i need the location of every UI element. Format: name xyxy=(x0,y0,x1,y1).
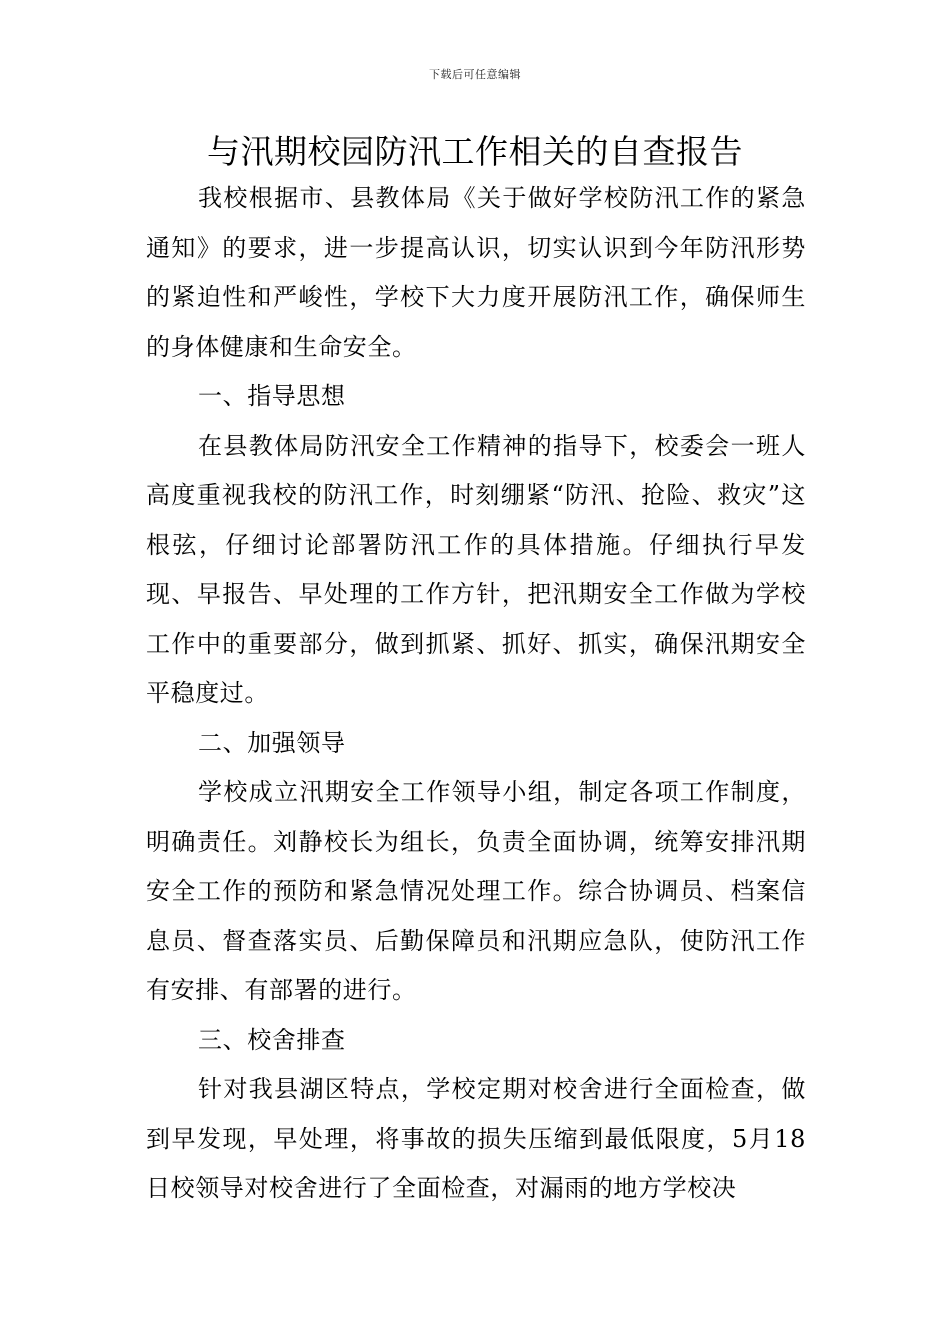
section-heading-leadership: 二、加强领导 xyxy=(198,728,346,757)
section-heading-inspection: 三、校舍排查 xyxy=(198,1025,346,1054)
section-paragraph-guiding-ideology: 在县教体局防汛安全工作精神的指导下，校委会一班人高度重视我校的防汛工作，时刻绷紧“防汛、抢险、救灾”这根弦，仔细讨论部署防汛工作的具体措施。仔细执行早发现、早报告、早处理的工作方针，把汛期安全工作做为学校工作中的重要部分，做到抓紧、抓好、抓实，确保汛期安全平稳度过。 xyxy=(146,431,806,707)
intro-paragraph: 我校根据市、县教体局《关于做好学校防汛工作的紧急通知》的要求，进一步提高认识，切实认识到今年防汛形势的紧迫性和严峻性，学校下大力度开展防汛工作，确保师生的身体健康和生命安全。 xyxy=(146,184,806,361)
section-paragraph-inspection: 针对我县湖区特点，学校定期对校舍进行全面检查，做到早发现，早处理，将事故的损失压缩到最低限度，5月18日校领导对校舍进行了全面检查，对漏雨的地方学校决 xyxy=(146,1075,806,1202)
document-title: 与汛期校园防汛工作相关的自查报告 xyxy=(207,132,743,171)
section-heading-guiding-ideology: 一、指导思想 xyxy=(198,382,346,410)
document-body xyxy=(146,174,806,1214)
header-note: 下载后可任意编辑 xyxy=(429,68,521,81)
section-paragraph-leadership: 学校成立汛期安全工作领导小组，制定各项工作制度，明确责任。刘静校长为组长，负责全面协调，统筹安排汛期安全工作的预防和紧急情况处理工作。综合协调员、档案信息员、督查落实员、后勤保障员和汛期应急队，使防汛工作有安排、有部署的进行。 xyxy=(146,778,806,1004)
